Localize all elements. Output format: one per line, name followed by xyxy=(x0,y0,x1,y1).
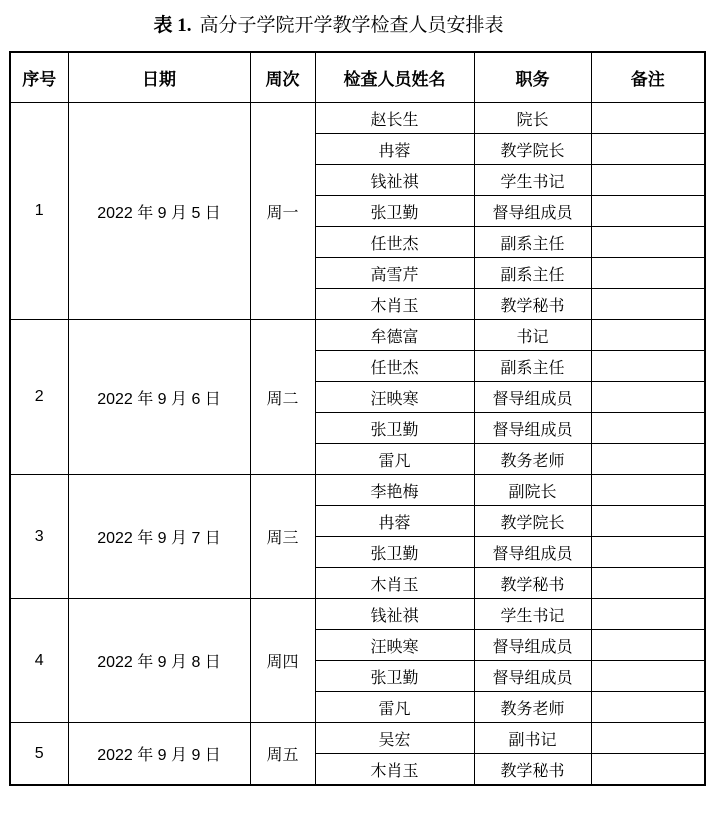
person-name-cell: 木肖玉 xyxy=(315,568,474,599)
note-cell xyxy=(591,444,705,475)
person-name-cell: 牟德富 xyxy=(315,320,474,351)
person-name-cell: 雷凡 xyxy=(315,444,474,475)
date-cell: 2022 年 9 月 6 日 xyxy=(68,320,250,475)
person-name-cell: 木肖玉 xyxy=(315,754,474,786)
note-cell xyxy=(591,258,705,289)
person-title-cell: 副系主任 xyxy=(474,227,591,258)
person-name-cell: 张卫勤 xyxy=(315,196,474,227)
row-index-cell: 4 xyxy=(10,599,68,723)
table-row xyxy=(10,103,705,134)
note-cell xyxy=(591,382,705,413)
person-title-cell: 督导组成员 xyxy=(474,196,591,227)
date-cell: 2022 年 9 月 5 日 xyxy=(68,103,250,320)
person-title-cell: 院长 xyxy=(474,103,591,134)
person-title-cell: 教学秘书 xyxy=(474,289,591,320)
person-title-cell: 督导组成员 xyxy=(474,413,591,444)
person-title-cell: 书记 xyxy=(474,320,591,351)
person-name-cell: 吴宏 xyxy=(315,723,474,754)
note-cell xyxy=(591,630,705,661)
schedule-table-body xyxy=(10,103,705,786)
note-cell xyxy=(591,723,705,754)
person-name-cell: 冉蓉 xyxy=(315,134,474,165)
note-cell xyxy=(591,227,705,258)
person-name-cell: 钱祉祺 xyxy=(315,165,474,196)
person-name-cell: 张卫勤 xyxy=(315,537,474,568)
date-cell: 2022 年 9 月 9 日 xyxy=(68,723,250,786)
header-cell-index: 序号 xyxy=(10,52,68,103)
person-title-cell: 督导组成员 xyxy=(474,537,591,568)
note-cell xyxy=(591,103,705,134)
header-cell-week: 周次 xyxy=(250,52,315,103)
week-cell: 周二 xyxy=(250,320,315,475)
table-caption-text: 高分子学院开学教学检查人员安排表 xyxy=(199,15,504,36)
table-caption-number: 表 1. xyxy=(153,15,192,36)
week-cell: 周三 xyxy=(250,475,315,599)
note-cell xyxy=(591,568,705,599)
table-caption xyxy=(0,13,683,39)
person-title-cell: 副系主任 xyxy=(474,351,591,382)
person-name-cell: 张卫勤 xyxy=(315,661,474,692)
person-title-cell: 学生书记 xyxy=(474,599,591,630)
note-cell xyxy=(591,289,705,320)
row-index-cell: 3 xyxy=(10,475,68,599)
note-cell xyxy=(591,351,705,382)
person-title-cell: 副书记 xyxy=(474,723,591,754)
person-name-cell: 高雪芹 xyxy=(315,258,474,289)
row-index-cell: 1 xyxy=(10,103,68,320)
date-cell: 2022 年 9 月 8 日 xyxy=(68,599,250,723)
note-cell xyxy=(591,413,705,444)
person-title-cell: 副系主任 xyxy=(474,258,591,289)
person-title-cell: 教学院长 xyxy=(474,134,591,165)
table-header xyxy=(10,52,705,103)
note-cell xyxy=(591,196,705,227)
header-cell-note: 备注 xyxy=(591,52,705,103)
person-title-cell: 教学院长 xyxy=(474,506,591,537)
week-cell: 周四 xyxy=(250,599,315,723)
table-row xyxy=(10,475,705,506)
person-name-cell: 冉蓉 xyxy=(315,506,474,537)
note-cell xyxy=(591,599,705,630)
date-cell: 2022 年 9 月 7 日 xyxy=(68,475,250,599)
person-title-cell: 教学秘书 xyxy=(474,568,591,599)
person-name-cell: 汪映寒 xyxy=(315,382,474,413)
table-row xyxy=(10,723,705,754)
person-name-cell: 雷凡 xyxy=(315,692,474,723)
header-cell-date: 日期 xyxy=(68,52,250,103)
person-title-cell: 教务老师 xyxy=(474,692,591,723)
week-cell: 周一 xyxy=(250,103,315,320)
row-index-cell: 5 xyxy=(10,723,68,786)
header-cell-title: 职务 xyxy=(474,52,591,103)
person-title-cell: 督导组成员 xyxy=(474,630,591,661)
person-title-cell: 督导组成员 xyxy=(474,661,591,692)
week-cell: 周五 xyxy=(250,723,315,786)
person-name-cell: 汪映寒 xyxy=(315,630,474,661)
note-cell xyxy=(591,692,705,723)
person-name-cell: 张卫勤 xyxy=(315,413,474,444)
note-cell xyxy=(591,754,705,786)
note-cell xyxy=(591,661,705,692)
row-index-cell: 2 xyxy=(10,320,68,475)
table-row xyxy=(10,599,705,630)
person-title-cell: 教务老师 xyxy=(474,444,591,475)
person-title-cell: 学生书记 xyxy=(474,165,591,196)
person-name-cell: 赵长生 xyxy=(315,103,474,134)
header-cell-name: 检查人员姓名 xyxy=(315,52,474,103)
note-cell xyxy=(591,506,705,537)
header-row xyxy=(10,52,705,103)
person-title-cell: 教学秘书 xyxy=(474,754,591,786)
person-name-cell: 任世杰 xyxy=(315,351,474,382)
person-name-cell: 钱祉祺 xyxy=(315,599,474,630)
person-name-cell: 李艳梅 xyxy=(315,475,474,506)
note-cell xyxy=(591,320,705,351)
person-name-cell: 任世杰 xyxy=(315,227,474,258)
person-name-cell: 木肖玉 xyxy=(315,289,474,320)
table-row xyxy=(10,320,705,351)
inspection-schedule-table xyxy=(9,51,706,786)
note-cell xyxy=(591,537,705,568)
note-cell xyxy=(591,475,705,506)
person-title-cell: 副院长 xyxy=(474,475,591,506)
note-cell xyxy=(591,165,705,196)
person-title-cell: 督导组成员 xyxy=(474,382,591,413)
note-cell xyxy=(591,134,705,165)
